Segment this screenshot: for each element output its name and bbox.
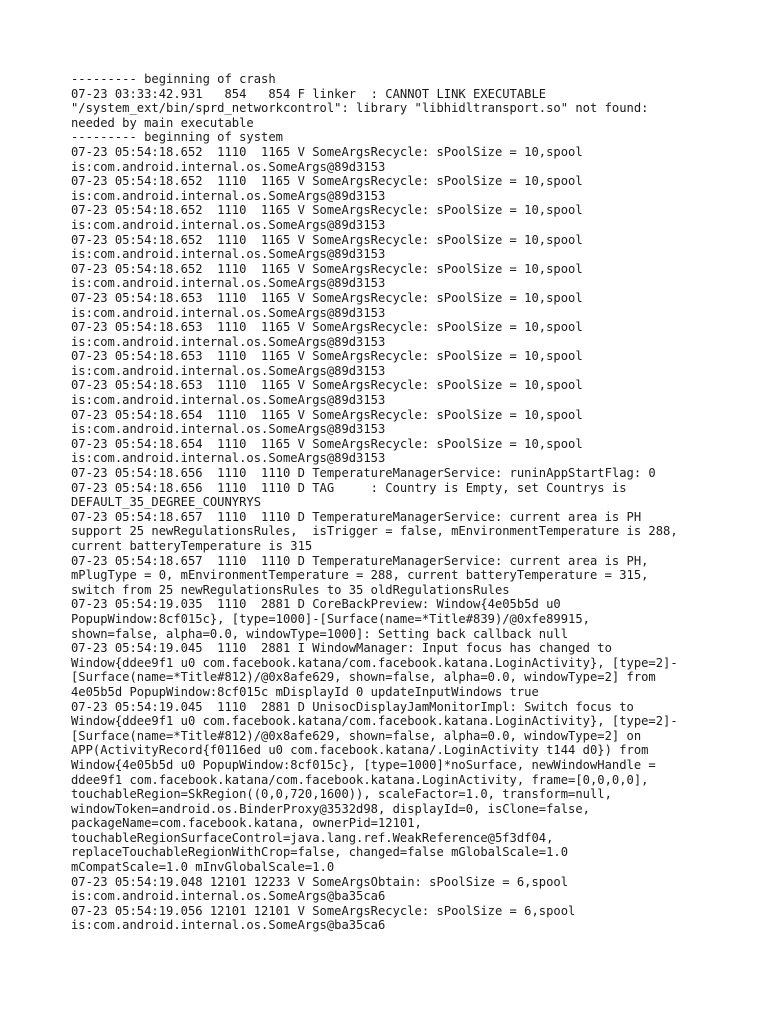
log-line: 07-23 03:33:42.931 854 854 F linker : CANNOT LINK EXECUTABLE [71, 86, 547, 101]
log-line: is:com.android.internal.os.SomeArgs@ba35ca6 [71, 889, 386, 904]
log-line: mPlugType = 0, mEnvironmentTemperature = 288, current batteryTemperature = 315, [71, 568, 649, 583]
log-line: mCompatScale=1.0 mInvGlobalScale=1.0 [71, 860, 335, 875]
log-line: ddee9f1 com.facebook.katana/com.facebook.katana.LoginActivity, frame=[0,0,0,0], [71, 772, 649, 787]
log-line: 07-23 05:54:18.657 1110 1110 D TemperatureManagerService: current area is PH [71, 509, 642, 524]
log-line: shown=false, alpha=0.0, windowType=1000]: Setting back callback null [71, 626, 569, 641]
log-line: Window{ddee9f1 u0 com.facebook.katana/com.facebook.katana.LoginActivity}, [type=2]- [71, 714, 678, 729]
log-line: 07-23 05:54:19.056 12101 12101 V SomeArgsRecycle: sPoolSize = 6,spool [71, 903, 576, 918]
log-line: --------- beginning of system [71, 130, 283, 145]
log-line: 4e05b5d PopupWindow:8cf015c mDisplayId 0 updateInputWindows true [71, 684, 539, 699]
log-line: 07-23 05:54:18.657 1110 1110 D TemperatureManagerService: current area is PH, [71, 553, 649, 568]
log-line: Window{ddee9f1 u0 com.facebook.katana/com.facebook.katana.LoginActivity}, [type=2]- [71, 655, 678, 670]
log-line: 07-23 05:54:18.653 1110 1165 V SomeArgsRecycle: sPoolSize = 10,spool [71, 349, 583, 364]
log-line: 07-23 05:54:19.045 1110 2881 D UnisocDisplayJamMonitorImpl: Switch focus to [71, 699, 634, 714]
log-line: is:com.android.internal.os.SomeArgs@89d3153 [71, 217, 386, 232]
log-line: current batteryTemperature is 315 [71, 539, 313, 553]
log-line: [Surface(name=*Title#812)/@0x8afe629, shown=false, alpha=0.0, windowType=2] from [71, 670, 656, 685]
log-line: is:com.android.internal.os.SomeArgs@89d3153 [71, 247, 386, 262]
log-line: is:com.android.internal.os.SomeArgs@ba35ca6 [71, 918, 386, 933]
log-line: 07-23 05:54:18.653 1110 1165 V SomeArgsRecycle: sPoolSize = 10,spool [71, 320, 583, 335]
log-line: is:com.android.internal.os.SomeArgs@89d3153 [71, 188, 386, 203]
log-line: needed by main executable [71, 115, 254, 130]
log-line: 07-23 05:54:18.656 1110 1110 D TAG : Country is Empty, set Countrys is [71, 480, 627, 495]
log-line: is:com.android.internal.os.SomeArgs@89d3153 [71, 451, 386, 466]
log-line: 07-23 05:54:18.653 1110 1165 V SomeArgsRecycle: sPoolSize = 10,spool [71, 378, 583, 393]
log-line: 07-23 05:54:18.652 1110 1165 V SomeArgsRecycle: sPoolSize = 10,spool [71, 261, 583, 276]
log-line: 07-23 05:54:18.653 1110 1165 V SomeArgsRecycle: sPoolSize = 10,spool [71, 290, 583, 305]
log-line: is:com.android.internal.os.SomeArgs@89d3153 [71, 305, 386, 320]
log-line: is:com.android.internal.os.SomeArgs@89d3153 [71, 159, 386, 174]
log-line: "/system_ext/bin/sprd_networkcontrol": library "libhidltransport.so" not found: [71, 101, 649, 116]
log-line: switch from 25 newRegulationsRules to 35 oldRegulationsRules [71, 582, 510, 597]
log-line: DEFAULT_35_DEGREE_COUNYRYS [71, 495, 262, 510]
log-line: PopupWindow:8cf015c}, [type=1000]-[Surface(name=*Title#839)/@0xfe89915, [71, 611, 590, 626]
log-line: 07-23 05:54:18.656 1110 1110 D TemperatureManagerService: runinAppStartFlag: 0 [71, 466, 656, 481]
log-line: [Surface(name=*Title#812)/@0x8afe629, shown=false, alpha=0.0, windowType=2] on [71, 728, 642, 743]
log-line: 07-23 05:54:18.652 1110 1165 V SomeArgsRecycle: sPoolSize = 10,spool [71, 232, 583, 247]
log-line: 07-23 05:54:18.652 1110 1165 V SomeArgsRecycle: sPoolSize = 10,spool [71, 203, 583, 218]
log-line: is:com.android.internal.os.SomeArgs@89d3153 [71, 363, 386, 378]
log-line: touchableRegion=SkRegion((0,0,720,1600)), scaleFactor=1.0, transform=null, [71, 787, 612, 802]
log-line: packageName=com.facebook.katana, ownerPid=12101, [71, 816, 422, 831]
log-line: is:com.android.internal.os.SomeArgs@89d3153 [71, 393, 386, 408]
log-line: 07-23 05:54:18.652 1110 1165 V SomeArgsRecycle: sPoolSize = 10,spool [71, 144, 583, 159]
log-line: 07-23 05:54:19.035 1110 2881 D CoreBackPreview: Window{4e05b5d u0 [71, 597, 561, 612]
log-text [71, 72, 731, 933]
log-line: touchableRegionSurfaceControl=java.lang.ref.WeakReference@5f3df04, [71, 830, 554, 845]
log-line: support 25 newRegulationsRules, isTrigger = false, mEnvironmentTemperature is 288, [71, 524, 678, 539]
log-line: 07-23 05:54:18.652 1110 1165 V SomeArgsRecycle: sPoolSize = 10,spool [71, 174, 583, 189]
log-line: windowToken=android.os.BinderProxy@3532d98, displayId=0, isClone=false, [71, 801, 590, 816]
log-line: APP(ActivityRecord{f0116ed u0 com.facebook.katana/.LoginActivity t144 d0}) from [71, 743, 649, 758]
log-line: is:com.android.internal.os.SomeArgs@89d3153 [71, 334, 386, 349]
log-line: 07-23 05:54:19.045 1110 2881 I WindowManager: Input focus has changed to [71, 641, 612, 656]
log-line: 07-23 05:54:18.654 1110 1165 V SomeArgsRecycle: sPoolSize = 10,spool [71, 407, 583, 422]
log-line: Window{4e05b5d u0 PopupWindow:8cf015c}, [type=1000]*noSurface, newWindowHandle = [71, 757, 656, 772]
log-line: --------- beginning of crash [71, 72, 276, 86]
log-line: replaceTouchableRegionWithCrop=false, changed=false mGlobalScale=1.0 [71, 845, 569, 860]
log-line: is:com.android.internal.os.SomeArgs@89d3153 [71, 276, 386, 291]
log-line: 07-23 05:54:18.654 1110 1165 V SomeArgsRecycle: sPoolSize = 10,spool [71, 436, 583, 451]
log-line: is:com.android.internal.os.SomeArgs@89d3153 [71, 422, 386, 437]
log-line: 07-23 05:54:19.048 12101 12233 V SomeArgsObtain: sPoolSize = 6,spool [71, 874, 569, 889]
